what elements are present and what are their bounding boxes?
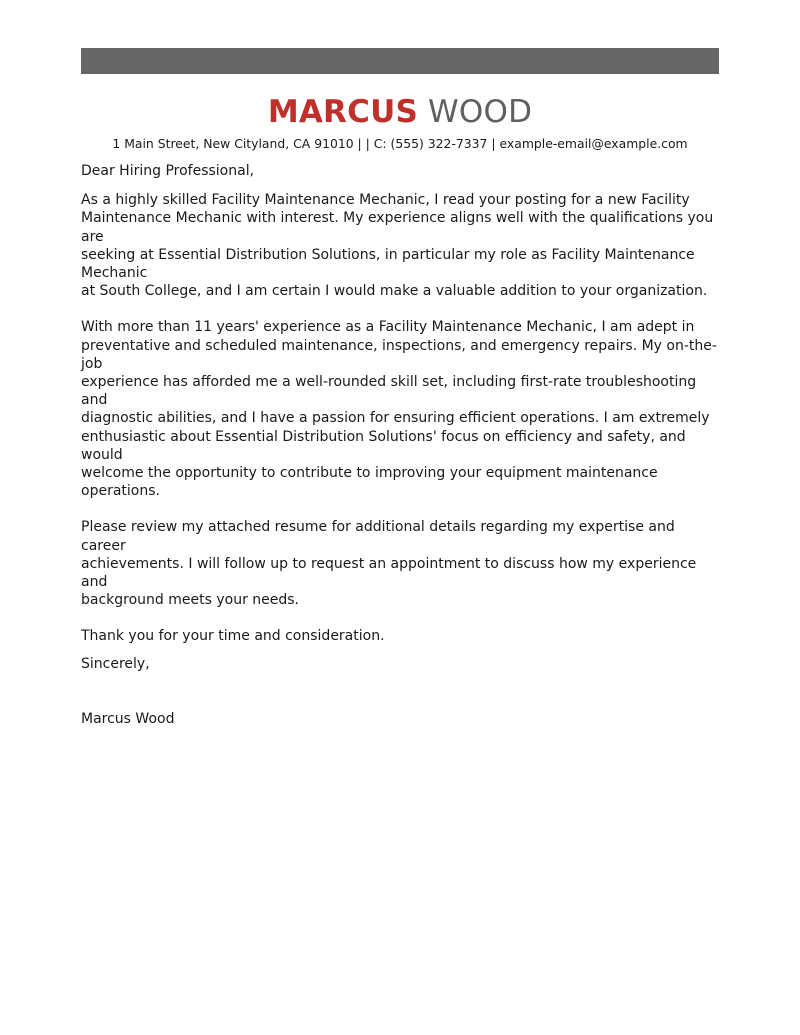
paragraph-intro: As a highly skilled Facility Maintenance Mechanic, I read your posting for a new Facility Maintenance Mechanic with interest. My experience aligns well with the qualifications you are seeking at Essential Distribution Solutions, in particular my role as Facility Maintenance Mechanic at South College, and I am certain I would make a valuable addition to your organization.	[81, 192, 714, 300]
contact-info: 1 Main Street, New Cityland, CA 91010 | | C: (555) 322-7337 | example-email@example.com	[112, 136, 688, 151]
first-name: MARCUS	[267, 94, 418, 130]
paragraph-experience: With more than 11 years' experience as a Facility Maintenance Mechanic, I am adept in preventative and scheduled maintenance, inspections, and emergency repairs. My on-the-job experience has afforded me a well-rounded skill set, including first-rate troubleshooting and diagnostic abilities, and I have a passion for ensuring efficient operations. I am extremely enthusiastic about Essential Distribution Solutions' focus on efficiency and safety, and would welcome the opportunity to contribute to improving your equipment maintenance operations.	[81, 319, 717, 500]
letter-body	[81, 162, 721, 728]
header-bar	[81, 48, 719, 74]
paragraph-follow-up: Please review my attached resume for additional details regarding my expertise and career achievements. I will follow up to request an appointment to discuss how my experience and background meets your needs.	[81, 519, 697, 609]
salutation: Dear Hiring Professional,	[81, 163, 255, 179]
closing: Sincerely,	[81, 655, 150, 672]
last-name: WOOD	[428, 94, 533, 130]
thank-you-line: Thank you for your time and consideration.	[81, 628, 385, 645]
applicant-name	[0, 92, 800, 132]
signature: Marcus Wood	[81, 710, 175, 727]
